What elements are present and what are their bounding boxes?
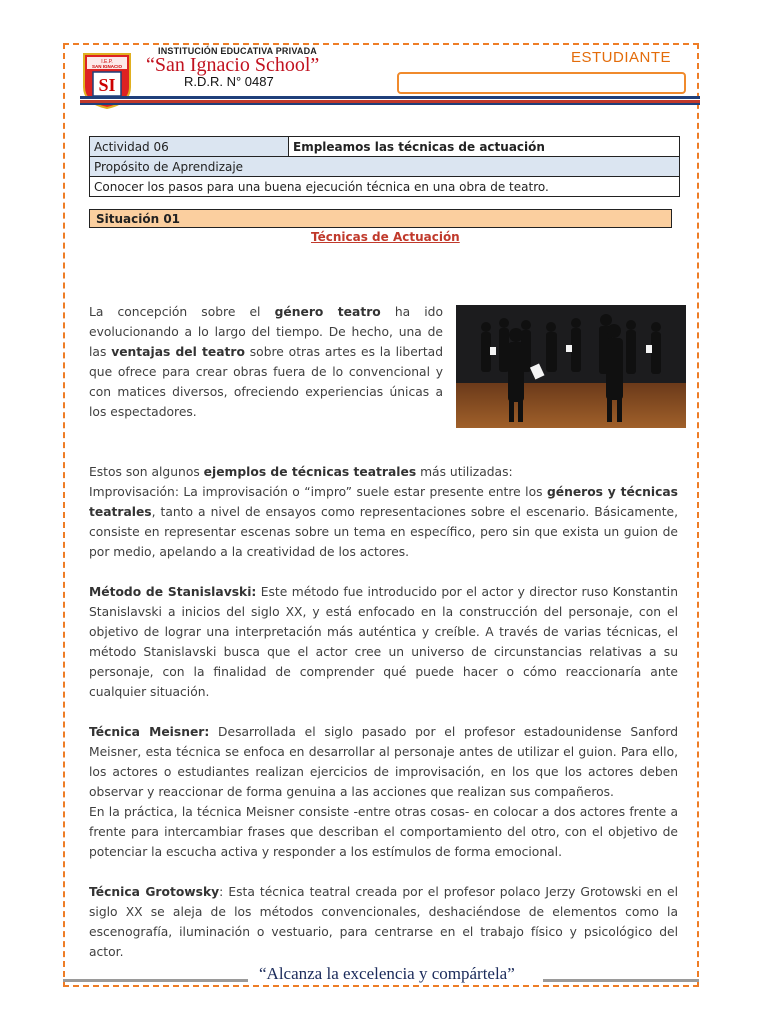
footer-line-right <box>543 979 699 982</box>
meisner-paragraph <box>89 722 678 862</box>
improvisation-text-2: , tanto a nivel de ensayos como representaciones sobre el escenario. Básicamente, consiste en representar escenas sobre un tema en específico, pero sin que exista un guion de por medio, apelando a la creatividad de los actores. <box>89 505 678 559</box>
activity-title: Empleamos las técnicas de actuación <box>289 137 680 157</box>
footer-line-left <box>63 979 248 982</box>
intro-bold-1: género teatro <box>274 305 381 319</box>
student-name-field[interactable] <box>397 72 686 94</box>
stanislavski-heading: Método de Stanislavski: <box>89 585 257 599</box>
improvisation-text-1: Improvisación: La improvisación o “impro” suele estar presente entre los <box>89 485 547 499</box>
role-label: ESTUDIANTE <box>571 49 672 66</box>
header-stripe-navy-bottom <box>80 103 700 105</box>
intro-text-2: ha ido evolucionando a lo largo del tiempo. De hecho, una de las <box>89 305 443 359</box>
activity-table <box>89 136 680 197</box>
examples-paragraph <box>89 462 678 562</box>
logo-text-top: I.E.P. <box>101 59 113 65</box>
stanislavski-text: Este método fue introducido por el actor y director ruso Konstantin Stanislavski a inicios del siglo XX, y está enfocado en la construcción del personaje, con el objetivo de lograr una interpretación más auténtica y creíble. A través de varias técnicas, el método Stanislavski busca que el actor cree un universo de circunstancias relativas a su personaje, con la finalidad de comprender qué puede hacer o cómo reaccionaría ante cualquier situación. <box>89 585 678 699</box>
section-title: Técnicas de Actuación <box>311 230 460 244</box>
grotowsky-heading: Técnica Grotowsky <box>89 885 220 899</box>
purpose-label: Propósito de Aprendizaje <box>90 157 680 177</box>
examples-text-1: Estos son algunos <box>89 465 204 479</box>
examples-bold-1: ejemplos de técnicas teatrales <box>203 465 417 479</box>
meisner-text-1: Desarrollada el siglo pasado por el profesor estadounidense Sanford Meisner, esta técnica se enfoca en desarrollar al personaje antes de utilizar el guion. Para ello, los actores o estudiantes realizan ejercicios de improvisación, en los que los actores deben observar y reaccionar de forma genuina a las acciones que realizan sus compañeros. <box>89 725 678 799</box>
meisner-heading: Técnica Meisner: <box>89 725 210 739</box>
footer-motto: “Alcanza la excelencia y compártela” <box>259 964 515 983</box>
rdr-number: R.D.R. N° 0487 <box>184 74 274 89</box>
activity-label: Actividad 06 <box>90 137 289 157</box>
institution-type: INSTITUCIÓN EDUCATIVA PRIVADA <box>158 46 317 56</box>
situation-header: Situación 01 <box>89 209 672 228</box>
meisner-text-2: En la práctica, la técnica Meisner consiste -entre otras cosas- en colocar a dos actores frente a frente para intercambiar frases que describan el comportamiento del otro, con el objetivo de potenciar la escucha activa y responder a los estímulos de forma emocional. <box>89 805 678 859</box>
examples-text-2: más utilizadas: <box>416 465 513 479</box>
intro-text-1: La concepción sobre el <box>89 305 275 319</box>
theatre-actors-photo <box>456 305 686 428</box>
school-name: “San Ignacio School” <box>146 54 320 76</box>
stanislavski-paragraph <box>89 582 678 702</box>
logo-monogram: SI <box>98 75 116 95</box>
purpose-text: Conocer los pasos para una buena ejecución técnica en una obra de teatro. <box>90 177 680 197</box>
intro-paragraph <box>89 302 443 422</box>
logo-text-mid: SAN IGNACIO <box>91 64 123 69</box>
intro-bold-2: ventajas del teatro <box>111 345 245 359</box>
grotowsky-text: : Esta técnica teatral creada por el profesor polaco Jerzy Grotowski en el siglo XX se aleja de los métodos convencionales, deshaciéndose de elementos como la escenografía, iluminación o vestuario, para centrarse en el trabajo físico y psicológico del actor. <box>89 885 678 959</box>
grotowsky-paragraph <box>89 882 678 962</box>
improvisation-bold: géneros y técnicas teatrales <box>89 485 679 519</box>
intro-text-3: sobre otras artes es la libertad que ofrece para crear obras fuera de lo convencional y con matices diversos, ofreciendo experiencias únicas a los espectadores. <box>89 345 443 419</box>
